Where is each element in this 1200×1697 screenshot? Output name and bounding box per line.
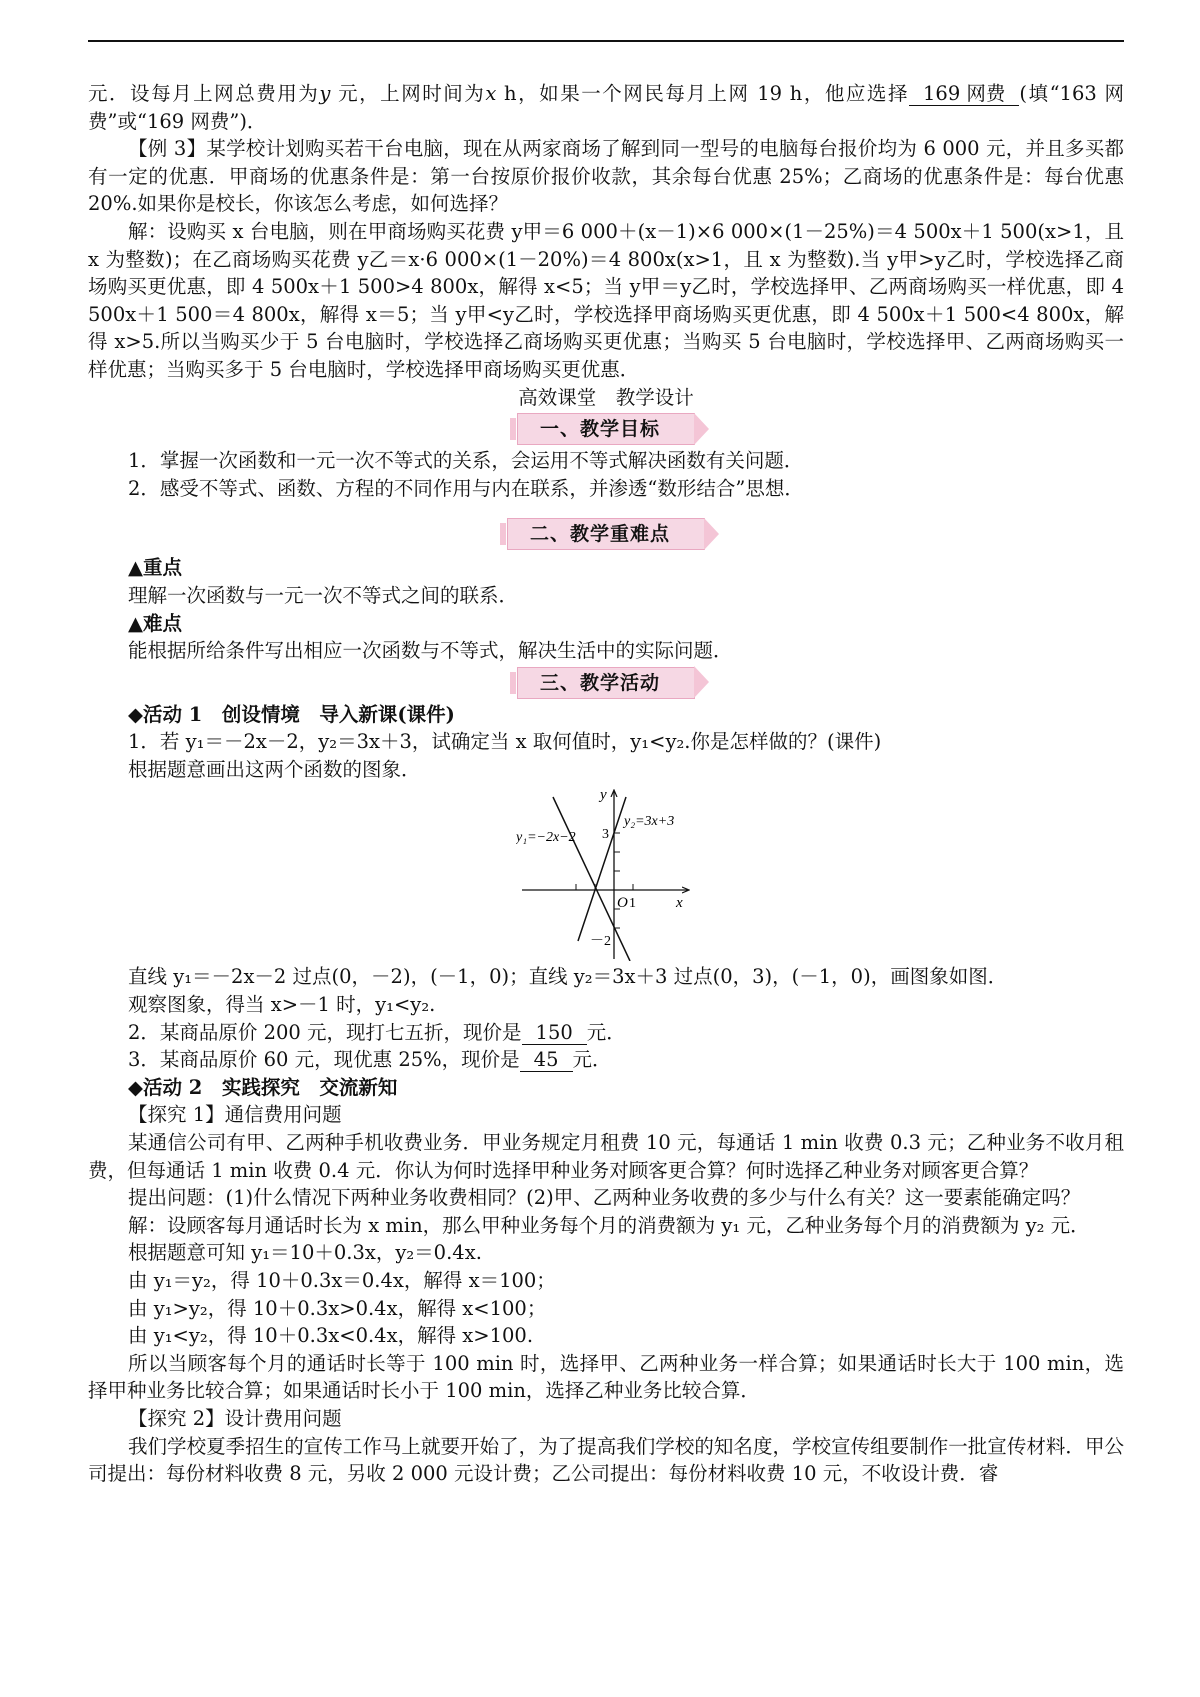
x-axis-label: x [676,895,683,912]
origin-label: O [617,895,628,912]
intro-text-a: 元．设每月上网总费用为 [88,82,320,105]
y-axis-label: y [600,787,607,804]
objective-2: 2．感受不等式、函数、方程的不同作用与内在联系，并渗透“数形结合”思想． [128,476,804,500]
activity1-title: ◆活动 1 创设情境 导入新课(课件) [128,702,455,726]
tick-label-1: 1 [629,896,636,912]
solution-step-2: 由 y₁＝y₂，得 10＋0.3x＝0.4x，解得 x＝100； [128,1269,556,1292]
explore1-text: 某通信公司有甲、乙两种手机收费业务．甲业务规定月租费 10 元，每通话 1 min 收费 0.3 元；乙种业务不收月租费，但每通话 1 min 收费 0.4 元．你认为何时选择甲种业务对顾客更合算？何时选择乙种业务对顾客更合算？ [88,1131,1124,1182]
function-graph [516,785,696,961]
q2-unit: 元． [586,1020,626,1044]
banner-activities-label: 三、教学活动 [517,667,695,699]
activity1-question2 [88,1019,1124,1047]
activity1-draw-instruction: 根据题意画出这两个函数的图象． [128,757,421,781]
function-graph-figure [88,785,1124,961]
banner-objectives-label: 一、教学目标 [517,413,695,445]
line-description: 直线 y₁＝－2x－2 过点(0，－2)，(－1，0)；直线 y₂＝3x＋3 过点(0，3)，(－1，0)，画图象如图． [128,965,1008,989]
key-text: 理解一次函数与一元一次不等式之间的联系． [128,583,519,607]
line-y2 [578,797,626,941]
banner-objectives [88,413,1124,445]
explore1-conclusion: 所以当顾客每个月的通话时长等于 100 min 时，选择甲、乙两种业务一样合算；如果通话时长大于 100 min，选择甲种业务比较合算；如果通话时长小于 100 min，选择乙种业务比较合算． [88,1351,1124,1403]
intro-var-x: x [485,82,497,105]
solution-step-1: 根据题意可知 y₁＝10＋0.3x，y₂＝0.4x. [128,1241,482,1265]
example3-paragraph [88,135,1124,218]
activity1-question3 [88,1046,1124,1074]
intro-text-f: (填“163 网费”或“169 网费”)． [88,82,1125,133]
intro-answer-blank: 169 网费 [909,83,1019,106]
line-y1-label: y₁=−2x−2 [516,830,576,846]
intro-text-e: h，如果一个网民每月上网 19 h，他应选择 [496,82,909,105]
banner-key-points-label: 二、教学重难点 [507,518,705,550]
banner-key-points [88,518,1124,550]
section-title: 高效课堂 教学设计 [518,385,694,409]
header-rule [88,40,1124,42]
difficulty-label: ▲难点 [128,611,182,635]
key-label: ▲重点 [128,556,182,580]
document-body [88,80,1124,1488]
tick-label-neg2: －2 [590,934,611,950]
tick-label-3: 3 [602,827,609,843]
example3-label: 【例 3】 [128,137,207,161]
activity2-title: ◆活动 2 实践探究 交流新知 [128,1075,398,1099]
activity1-question1: 1．若 y₁＝－2x－2，y₂＝3x＋3，试确定当 x 取何值时，y₁<y₂.你是怎样做的？(课件) [128,730,882,754]
objective-1: 1．掌握一次函数和一元一次不等式的关系，会运用不等式解决函数有关问题． [128,449,804,473]
difficulty-text: 能根据所给条件写出相应一次函数与不等式，解决生活中的实际问题． [128,639,733,663]
intro-var-y: y [319,82,331,105]
solution-step-4: 由 y₁<y₂，得 10＋0.3x<0.4x，解得 x>100. [128,1324,534,1348]
example3-solution: 解：设购买 x 台电脑，则在甲商场购买花费 y甲＝6 000＋(x－1)×6 000×(1－25%)＝4 500x＋1 500(x>1，且 x 为整数)；在乙商场购买花费 y乙＝x·6 000×(1－20%)＝4 800x(x>1，且 x 为整数).当 y甲>y乙时，学校选择乙商场购买更优惠，即 4 500x＋1 500>4 800x，解得 x<5；当 y甲＝y乙时，学校选择甲、乙两商场购买一样优惠，即 4 500x＋1 500＝4 800x，解得 x＝5；当 y甲<y乙时，学校选择甲商场购买更优惠，即 4 500x＋1 500<4 800x，解得 x>5.所以当购买少于 5 台电脑时，学校选择乙商场购买更优惠；当购买 5 台电脑时，学校选择甲、乙两商场购买一样优惠；当购买多于 5 台电脑时，学校选择甲商场购买更优惠． [88,219,1124,381]
explore1-solution: 解：设顾客每月通话时长为 x min，那么甲种业务每个月的消费额为 y₁ 元，乙种业务每个月的消费额为 y₂ 元． [128,1213,1090,1237]
observation: 观察图象，得当 x>－1 时，y₁<y₂. [128,993,436,1017]
intro-paragraph [88,80,1124,135]
explore1-label: 【探究 1】通信费用问题 [128,1103,342,1127]
explore2-text: 我们学校夏季招生的宣传工作马上就要开始了，为了提高我们学校的知名度，学校宣传组要制作一批宣传材料．甲公司提出：每份材料收费 8 元，另收 2 000 元设计费；乙公司提出：每份材料收费 10 元，不收设计费．睿 [88,1434,1124,1486]
explore2-label: 【探究 2】设计费用问题 [128,1406,342,1430]
q2-text: 2．某商品原价 200 元，现打七五折，现价是 [128,1020,522,1044]
q3-unit: 元． [572,1048,612,1072]
q3-text: 3．某商品原价 60 元，现优惠 25%，现价是 [128,1048,520,1072]
explore1-questions: 提出问题：(1)什么情况下两种业务收费相同？(2)甲、乙两种业务收费的多少与什么有关？这一要素能确定吗？ [128,1186,1081,1210]
banner-activities [88,667,1124,699]
q3-answer-blank: 45 [520,1049,573,1072]
q2-answer-blank: 150 [522,1022,587,1045]
intro-text-c: 元，上网时间为 [330,82,486,105]
solution-step-3: 由 y₁>y₂，得 10＋0.3x>0.4x，解得 x<100； [128,1296,547,1320]
line-y2-label: y₂=3x+3 [624,814,675,830]
example3-text: 某学校计划购买若干台电脑，现在从两家商场了解到同一型号的电脑每台报价均为 6 000 元，并且多买都有一定的优惠．甲商场的优惠条件是：第一台按原价报价收款，其余每台优惠 25%；乙商场的优惠条件是：每台优惠 20%.如果你是校长，你该怎么考虑，如何选择？ [88,137,1124,216]
